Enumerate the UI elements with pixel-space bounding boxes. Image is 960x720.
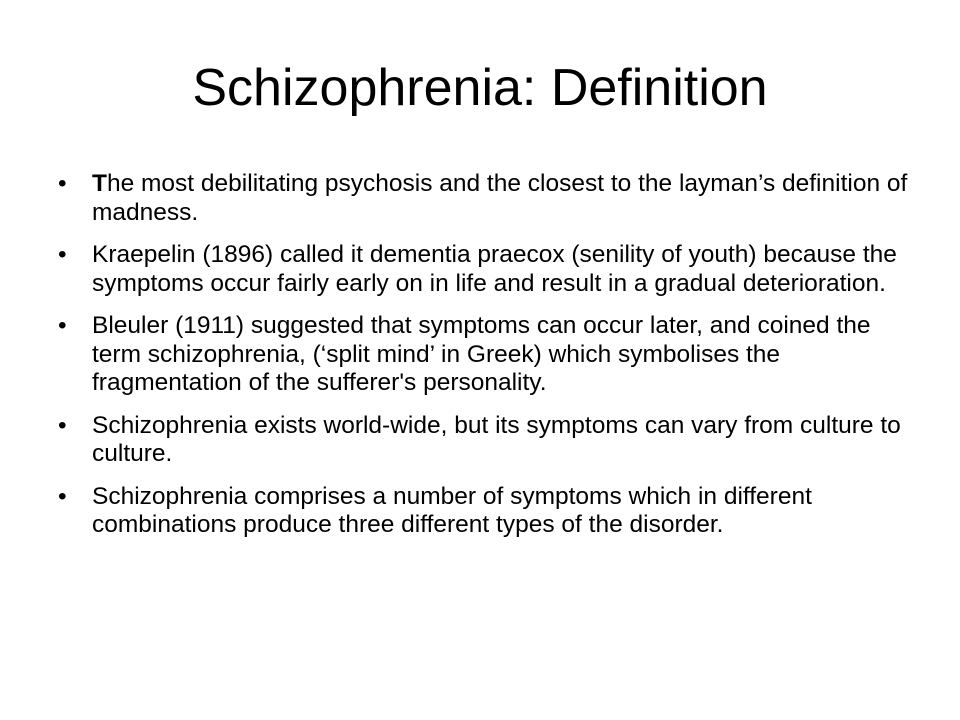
bullet-list — [58, 170, 918, 554]
bullet-item-4 — [58, 412, 918, 469]
bullet-item-2 — [58, 241, 918, 298]
bullet-item-5 — [58, 483, 918, 540]
bullet-dot-icon: • — [58, 312, 67, 339]
bullet-text: Kraepelin (1896) called it dementia praecox (senility of youth) because the symptoms occur fairly early on in life and result in a gradual deterioration. — [92, 241, 897, 297]
bullet-item-1 — [58, 170, 918, 227]
bullet-item-3 — [58, 312, 918, 398]
slide-title: Schizophrenia: Definition — [192, 59, 768, 117]
bullet-text: Schizophrenia comprises a number of symptoms which in different combinations produce three different types of the disorder. — [92, 482, 812, 538]
bullet-dot-icon: • — [58, 411, 67, 439]
bullet-text: Bleuler (1911) suggested that symptoms can occur later, and coined the term schizophrenia, (‘split mind’ in Greek) which symbolises the fragmentation of the sufferer's personality. — [92, 312, 871, 396]
bullet-dot-icon: • — [58, 482, 67, 510]
bullet-lead-letter: T — [92, 170, 107, 197]
bullet-text: Schizophrenia exists world-wide, but its symptoms can vary from culture to culture. — [92, 411, 901, 467]
bullet-text: he most debilitating psychosis and the closest to the layman’s definition of madness. — [92, 170, 908, 226]
bullet-dot-icon: • — [58, 241, 67, 268]
bullet-dot-icon: • — [58, 170, 67, 197]
